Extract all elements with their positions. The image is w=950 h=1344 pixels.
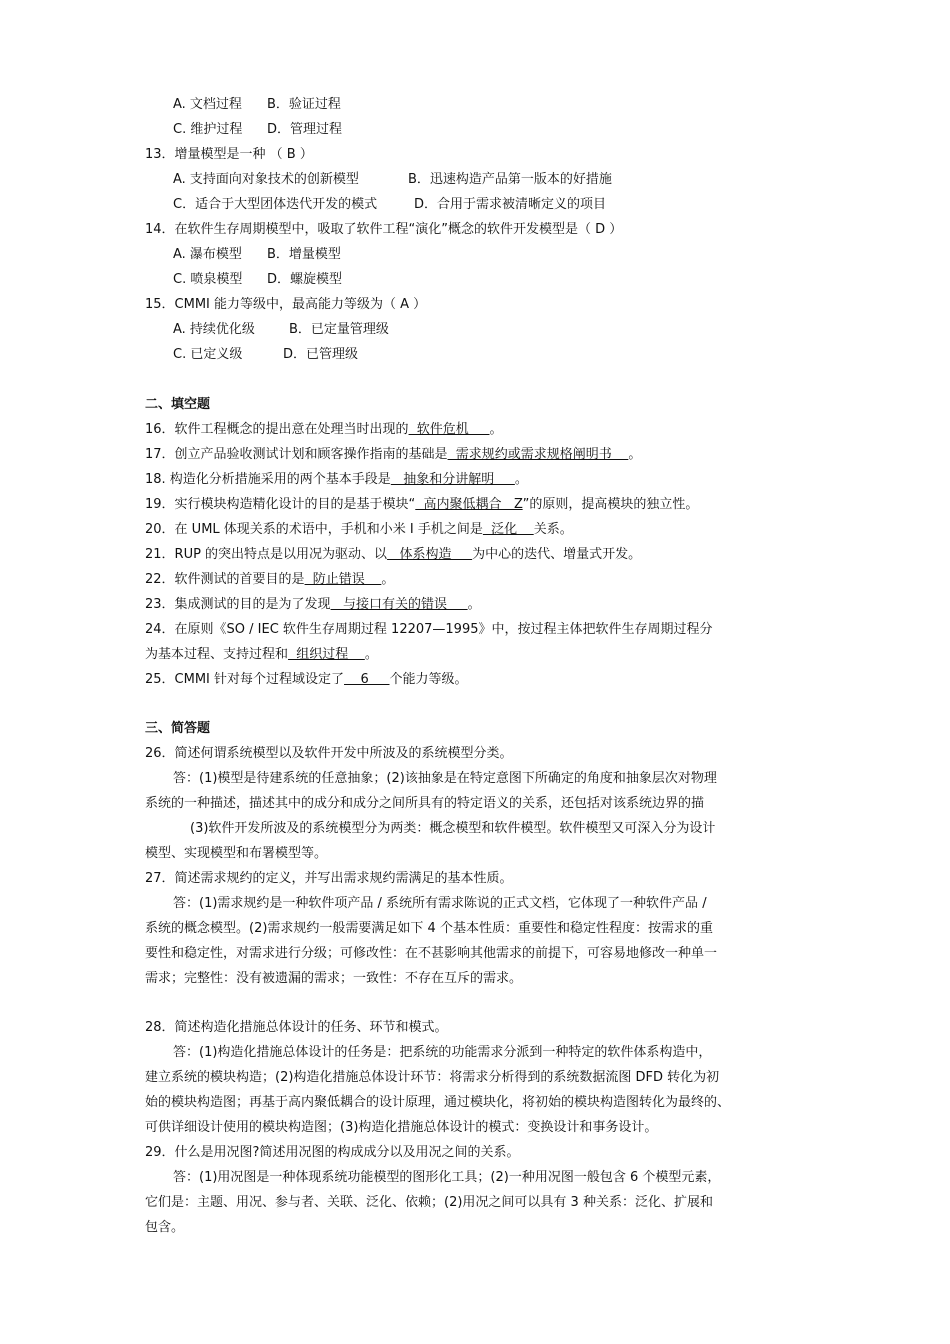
q19-tail: ”的原则，提高模块的独立性。: [522, 497, 699, 512]
q18: [145, 471, 528, 489]
q16-answer: 软件危机: [408, 422, 490, 437]
q26-answer-line: (3)软件开发所波及的系统模型分为两类：概念模型和软件模型。软件模型又可深入分为设计: [190, 821, 716, 836]
q21-tail: 为中心的迭代、增量式开发。: [472, 547, 642, 562]
q14-option-d: D．螺旋模型: [267, 272, 343, 287]
section-heading-fill: 二、填空题: [145, 397, 211, 412]
q22-text: 22．软件测试的首要目的是: [145, 572, 305, 587]
q12-option-d: D．管理过程: [267, 122, 343, 137]
q29-answer-line: 包含。: [145, 1220, 185, 1235]
q23: [145, 596, 481, 614]
q12-option-b: B．验证过程: [267, 97, 341, 112]
q13-stem: 13．增量模型是一种 （ B ）: [145, 147, 313, 162]
q24-text: 为基本过程、支持过程和: [145, 647, 289, 662]
q20-answer: 泛化: [482, 522, 534, 537]
q14-stem: 14．在软件生存周期模型中，吸取了软件工程“演化”概念的软件开发模型是（ D ）: [145, 222, 623, 237]
q15-option-b: B．已定量管理级: [289, 322, 389, 337]
q16-tail: 。: [489, 422, 503, 437]
q17: [145, 446, 641, 464]
q20-tail: 关系。: [533, 522, 573, 537]
q29-stem: 29．什么是用况图?简述用况图的构成成分以及用况之间的关系。: [145, 1145, 520, 1160]
q22: [145, 571, 394, 589]
q14-option-c: C. 喷泉模型: [173, 272, 243, 287]
q22-answer: 防止错误: [304, 572, 382, 587]
q15-option-c: C. 已定义级: [173, 347, 243, 362]
q25-tail: 个能力等级。: [389, 672, 468, 687]
q13-option-c: C．适合于大型团体迭代开发的模式: [173, 197, 378, 212]
q27-answer-line: 答：(1)需求规约是一种软件项产品 / 系统所有需求陈说的正式文档，它体现了一种软件产品 /: [173, 896, 707, 911]
q16: [145, 421, 503, 439]
q21: [145, 546, 641, 564]
q24-line1: 24．在原则《SO / IEC 软件生存周期过程 12207—1995》中，按过程主体把软件生存周期过程分: [145, 622, 713, 637]
q28-stem: 28．简述构造化措施总体设计的任务、环节和模式。: [145, 1020, 448, 1035]
q27-stem: 27．简述需求规约的定义，并写出需求规约需满足的基本性质。: [145, 871, 513, 886]
q25-answer: 6: [344, 672, 390, 687]
q18-tail: 。: [514, 472, 528, 487]
q26-answer-line: 答：(1)模型是待建系统的任意抽象；(2)该抽象是在特定意图下所确定的角度和抽象层次对物理: [173, 771, 717, 786]
q20: [145, 521, 573, 539]
q13-option-d: D．合用于需求被清晰定义的项目: [414, 197, 607, 212]
q23-tail: 。: [467, 597, 481, 612]
q27-answer-line: 系统的概念模型。(2)需求规约一般需要满足如下 4 个基本性质：重要性和稳定性程度：按需求的重: [145, 921, 713, 936]
q26-answer-line: 模型、实现模型和布署模型等。: [145, 846, 328, 861]
q27-answer-line: 需求；完整性：没有被遗漏的需求；一致性：不存在互斥的需求。: [145, 971, 523, 986]
q25: [145, 671, 468, 689]
q14-option-a: A. 瀑布模型: [173, 247, 242, 262]
q13-option-b: B．迅速构造产品第一版本的好措施: [408, 172, 612, 187]
q28-answer-line: 可供详细设计使用的模块构造图；(3)构造化措施总体设计的模式：变换设计和事务设计。: [145, 1120, 658, 1135]
q18-text: 18. 构造化分析措施采用的两个基本手段是: [145, 472, 391, 487]
q25-text: 25．CMMI 针对每个过程域设定了: [145, 672, 345, 687]
q15-option-d: D．已管理级: [283, 347, 359, 362]
q28-answer-line: 答：(1)构造化措施总体设计的任务是：把系统的功能需求分派到一种特定的软件体系构造中，: [173, 1045, 712, 1060]
q23-answer: 与接口有关的错误: [330, 597, 468, 612]
q18-answer: 抽象和分讲解明: [390, 472, 515, 487]
q15-stem: 15．CMMI 能力等级中，最高能力等级为（ A ）: [145, 297, 427, 312]
q29-answer-line: 答：(1)用况图是一种体现系统功能模型的图形化工具；(2)一种用况图一般包含 6 个模型元素，: [173, 1170, 721, 1185]
q19-text: 19．实行模块构造精化设计的目的是基于模块“: [145, 497, 416, 512]
q28-answer-line: 建立系统的模块构造；(2)构造化措施总体设计环节：将需求分析得到的系统数据流图 DFD 转化为初: [145, 1070, 720, 1085]
q12-option-c: C. 维护过程: [173, 122, 243, 137]
q19-answer: 高内聚低耦合 Z: [415, 497, 523, 512]
q22-tail: 。: [381, 572, 395, 587]
q14-option-b: B．增量模型: [267, 247, 341, 262]
q17-answer: 需求规约或需求规格阐明书: [447, 447, 629, 462]
q12-option-a: A. 文档过程: [173, 97, 242, 112]
q27-answer-line: 要性和稳定性，对需求进行分级；可修改性：在不甚影响其他需求的前提下，可容易地修改一种单一: [145, 946, 718, 961]
q17-tail: 。: [628, 447, 642, 462]
section-heading-short: 三、简答题: [145, 721, 211, 736]
q21-answer: 体系构造: [387, 547, 473, 562]
q26-answer-line: 系统的一种描述，描述其中的成分和成分之间所具有的特定语义的关系，还包括对该系统边界的描: [145, 796, 705, 811]
q21-text: 21．RUP 的突出特点是以用况为驱动、以: [145, 547, 388, 562]
q28-answer-line: 始的模块构造图；再基于高内聚低耦合的设计原理，通过模块化，将初始的模块构造图转化为最终的、: [145, 1095, 731, 1110]
q26-stem: 26．简述何谓系统模型以及软件开发中所波及的系统模型分类。: [145, 746, 513, 761]
q19: [145, 496, 698, 514]
q24-line2: [145, 646, 378, 664]
q20-text: 20．在 UML 体现关系的术语中，手机和小米 I 手机之间是: [145, 522, 483, 537]
q13-option-a: A. 支持面向对象技术的创新模型: [173, 172, 359, 187]
q24-tail: 。: [364, 647, 378, 662]
q17-text: 17．创立产品验收测试计划和顾客操作指南的基础是: [145, 447, 448, 462]
q15-option-a: A. 持续优化级: [173, 322, 255, 337]
q29-answer-line: 它们是：主题、用况、参与者、关联、泛化、依赖；(2)用况之间可以具有 3 种关系：泛化、扩展和: [145, 1195, 713, 1210]
q16-text: 16．软件工程概念的提出意在处理当时出现的: [145, 422, 409, 437]
q23-text: 23．集成测试的目的是为了发现: [145, 597, 331, 612]
q24-answer: 组织过程: [288, 647, 365, 662]
